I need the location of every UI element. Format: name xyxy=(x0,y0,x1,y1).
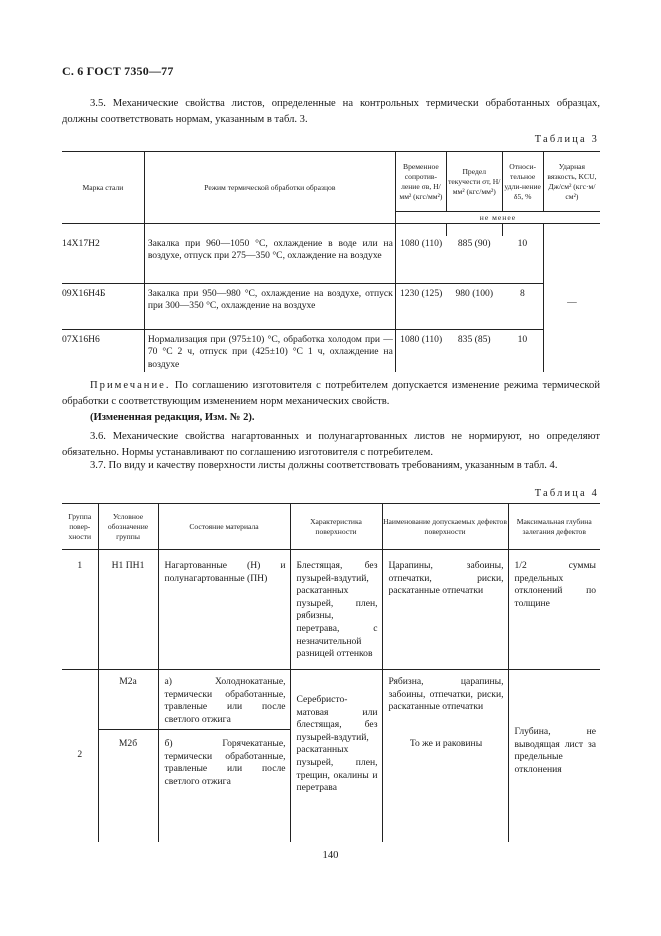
th-group: Группа повер-хности xyxy=(62,504,98,550)
t4-group: 2 xyxy=(62,670,98,842)
table-3-row xyxy=(62,284,600,330)
t3-grade: 14Х17Н2 xyxy=(62,237,100,249)
th-impact: Ударная вязкость, KCU, Дж/см² (кгс·м/см²) xyxy=(543,152,600,212)
note-text: По соглашению изготовителя с потребителем допускается изменение режима термической обработки с соответствующим изменением норм механических свойств. xyxy=(62,380,600,407)
t4-defects: То же и раковины xyxy=(382,730,508,842)
t3-yield: 980 (100) xyxy=(446,284,502,330)
t4-defects: Рябизна, царапины, забоины, отпечатки, риски, раскатанные отпечатки xyxy=(382,670,508,730)
t3-yield: 835 (85) xyxy=(446,330,502,372)
table-3-caption: Таблица 3 xyxy=(534,134,599,145)
t4-depth: 1/2 суммы предельных отклонений по толщине xyxy=(508,550,600,670)
table-3-row xyxy=(62,330,600,372)
t4-state: б) Горячекатаные, термически обработанные, травленые или после светлого отжига xyxy=(158,730,290,842)
t3-elongation: 10 xyxy=(502,236,543,284)
t3-grade: 09Х16Н4Б xyxy=(62,284,144,330)
paragraph-3-7-text: 3.7. По виду и качеству поверхности листы должны соответствовать требованиям, указанным в табл. 4. xyxy=(90,460,558,471)
th-grade: Марка стали xyxy=(62,152,144,224)
paragraph-3-5-text: 3.5. Механические свойства листов, определенные на контрольных термически обработанных образцах, должны соответствовать нормам, указанным в табл. 3. xyxy=(62,98,600,125)
table-4-caption: Таблица 4 xyxy=(534,488,599,499)
t3-strength: 1230 (125) xyxy=(395,284,446,330)
t3-mode: Нормализация при (975±10) °С, обработка холодом при —70 °С 2 ч, отпуск при (425±10) °С 1 ч, охлаждение на воздухе xyxy=(144,330,395,372)
note-label: Примечание. xyxy=(90,380,171,391)
paragraph-3-7 xyxy=(62,458,600,474)
t4-symbol: Н1 ПН1 xyxy=(98,550,158,670)
amendment-text: (Измененная редакция, Изм. № 2). xyxy=(90,412,255,423)
t3-strength: 1080 (110) xyxy=(395,330,446,372)
t3-mode: Закалка при 950—980 °С, охлаждение на воздухе, отпуск при 300—350 °С, охлаждение на воздухе xyxy=(144,284,395,330)
table-3-row xyxy=(62,236,600,284)
note xyxy=(62,378,600,409)
th-symbol: Условное обозначение группы xyxy=(98,504,158,550)
page-header: С. 6 ГОСТ 7350—77 xyxy=(62,64,174,78)
th-elongation: Относи-тельное удли-нение δ5, % xyxy=(502,152,543,212)
t3-mode: Закалка при 960—1050 °С, охлаждение в воде или на воздухе, отпуск при 275—350 °С, охлаждение на воздухе xyxy=(144,236,395,284)
th-state: Состояние материала xyxy=(158,504,290,550)
t4-defects: Царапины, забоины, отпечатки, риски, раскатанные отпечатки xyxy=(382,550,508,670)
paragraph-3-6 xyxy=(62,429,600,460)
th-min: не менее xyxy=(395,212,600,224)
th-surface: Характеристика поверхности xyxy=(290,504,382,550)
t4-depth: Глубина, не выводящая лист за предельные отклонения xyxy=(508,670,600,842)
th-depth: Максимальная глубина залегания дефектов xyxy=(508,504,600,550)
t4-symbol: М2а xyxy=(98,670,158,730)
t4-surface: Серебристо-матовая или блестящая, без пузырей-вздутий, раскатанных пузырей, плен, трещин, окалины и перетрава xyxy=(290,670,382,842)
table-3 xyxy=(62,151,600,372)
amendment xyxy=(62,410,600,426)
t3-strength: 1080 (110) xyxy=(400,237,443,249)
page-number: 140 xyxy=(322,850,339,861)
t3-grade: 07Х16Н6 xyxy=(62,330,144,372)
t3-impact: — xyxy=(567,297,577,309)
table-4-row xyxy=(62,550,600,670)
th-mode: Режим термической обработки образцов xyxy=(144,152,395,224)
th-yield: Предел текучести σт, Н/мм² (кгс/мм²) xyxy=(446,152,502,212)
table-4-row xyxy=(62,670,600,730)
th-defects: Наименование допускаемых дефектов поверхности xyxy=(382,504,508,550)
t4-state: Нагартованные (Н) и полунагартованные (ПН) xyxy=(158,550,290,670)
t4-group: 1 xyxy=(62,550,98,670)
table-4 xyxy=(62,503,600,842)
t4-state: а) Холоднокатаные, термически обработанные, травленые или после светлого отжига xyxy=(158,670,290,730)
t3-elongation: 8 xyxy=(502,284,543,330)
t4-surface: Блестящая, без пузырей-вздутий, раскатанных пузырей, плен, рябизны, перетрава, с незначительной разницей оттенков xyxy=(290,550,382,670)
t3-elongation: 10 xyxy=(502,330,543,372)
th-strength: Временное сопротив-ление σв, Н/мм² (кгс/мм²) xyxy=(395,152,446,212)
t4-symbol: М2б xyxy=(98,730,158,842)
t3-yield: 885 (90) xyxy=(457,237,491,249)
paragraph-3-6-text: 3.6. Механические свойства нагартованных и полунагартованных листов не нормируют, но определяют обязательно. Нормы устанавливают по соглашению изготовителя с потребителем. xyxy=(62,431,600,458)
paragraph-3-5 xyxy=(62,96,600,127)
